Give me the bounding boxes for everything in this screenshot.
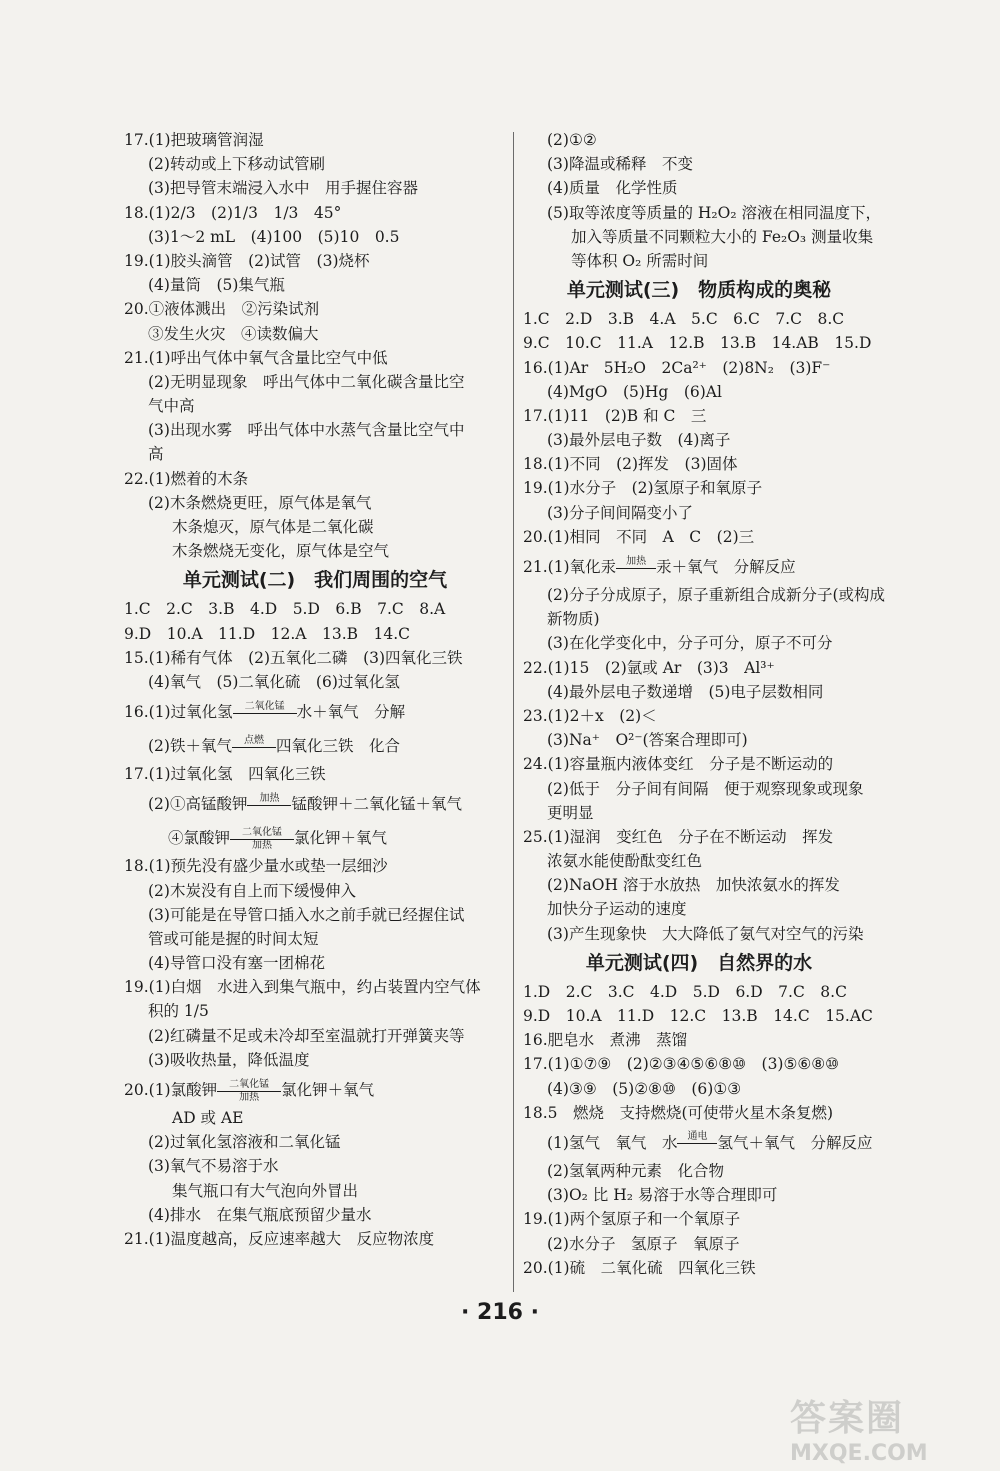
answer-line: (3)出现水雾 呼出气体中水蒸气含量比空气中 (148, 421, 465, 440)
reaction-condition: 加热 (239, 1091, 260, 1103)
reaction-condition: 加热 (252, 839, 273, 851)
answer-line: 气中高 (148, 397, 195, 416)
answer-line: (5)取等浓度等质量的 H₂O₂ 溶液在相同温度下， (547, 203, 881, 222)
answer-line: 22.(1)燃着的木条 (124, 469, 249, 488)
answer-line: 18.(1)预先没有盛少量水或垫一层细沙 (124, 857, 388, 876)
answer-line: 25.(1)湿润 变红色 分子在不断运动 挥发 (523, 827, 834, 846)
reaction-product: 氢气＋氧气 分解反应 (717, 1133, 873, 1152)
answer-line: 更明显 (547, 803, 594, 822)
answer-line: (2)木条燃烧更旺，原气体是氧气 (148, 493, 372, 512)
answer-line: 16.(1)Ar 5H₂O 2Ca²⁺ (2)8N₂ (3)F⁻ (523, 358, 831, 377)
reaction-line (523, 549, 875, 583)
answer-line: (3)最外层电子数 (4)离子 (547, 431, 731, 450)
answer-line: 9.D 10.A 11.D 12.C 13.B 14.C 15.AC (523, 1007, 873, 1025)
answer-line: 15.(1)稀有气体 (2)五氧化二磷 (3)四氧化三铁 (124, 648, 463, 667)
section-heading: 单元测试(四) 自然界的水 (585, 951, 813, 974)
answer-line: 17.(1)把玻璃管润湿 (124, 131, 264, 149)
reaction-condition: 二氧化锰 (244, 700, 285, 712)
reaction-arrow (677, 1132, 717, 1155)
answer-line: (3)把导管末端浸入水中 用手握住容器 (148, 179, 418, 198)
reaction-product: 氯化钾＋氧气 (281, 1081, 375, 1099)
answer-line: (4)最外层电子数递增 (5)电子层数相同 (547, 682, 824, 701)
answer-line: (3)在化学变化中，分子可分，原子不可分 (547, 634, 833, 653)
reaction-product: 氯化钾＋氧气 (294, 829, 388, 848)
answer-line: 18.5 燃烧 支持燃烧(可使带火星木条复燃) (523, 1103, 834, 1122)
watermark-logo: 答案圈 (790, 1398, 905, 1439)
answer-line: (3)降温或稀释 不变 (547, 155, 693, 174)
answer-line: (4)质量 化学性质 (547, 179, 678, 198)
answer-line: 24.(1)容量瓶内液体变红 分子是不断运动的 (523, 755, 834, 774)
answer-line: 17.(1)11 (2)B 和 C 三 (523, 406, 707, 425)
answer-line: 新物质) (547, 610, 600, 629)
reaction-condition: 点燃 (243, 734, 264, 746)
answer-line: (2)木炭没有自上而下缓慢伸入 (148, 881, 356, 900)
reaction-arrow (232, 736, 276, 759)
answer-line: 1.C 2.C 3.B 4.D 5.D 6.B 7.C 8.A (124, 600, 446, 619)
answer-line: ③发生火灾 ④读数偏大 (148, 324, 319, 343)
reaction-condition: 通电 (687, 1131, 708, 1143)
answer-line: 9.C 10.C 11.A 12.B 13.B 14.AB 15.D (523, 334, 872, 353)
answer-line: (4)量筒 (5)集气瓶 (148, 276, 285, 295)
right-column (523, 128, 886, 1280)
answer-line: (3)Na⁺ O²⁻(答案合理即可) (547, 731, 748, 750)
section-heading: 单元测试(三) 物质构成的奥秘 (566, 279, 832, 302)
reaction-reactant: 21.(1)氧化汞 (523, 558, 617, 576)
answer-line: 21.(1)呼出气体中氧气含量比空气中低 (124, 348, 388, 367)
answer-line: 20.(1)相同 不同 A C (2)三 (523, 527, 755, 546)
answer-line: 积的 1/5 (148, 1002, 209, 1021)
answer-line: 22.(1)15 (2)氩或 Ar (3)3 Al³⁺ (523, 658, 775, 677)
answer-line: (3)氧气不易溶于水 (148, 1157, 279, 1176)
answer-line: (2)红磷量不足或未冷却至室温就打开弹簧夹等 (148, 1026, 465, 1045)
answer-line: 加快分子运动的速度 (547, 900, 687, 919)
watermark (790, 1390, 980, 1466)
answer-line: 木条熄灭，原气体是二氧化碳 (172, 518, 374, 536)
answer-line: (2)过氧化氢溶液和二氧化锰 (148, 1133, 341, 1152)
answer-line: 19.(1)水分子 (2)氢原子和氧原子 (523, 479, 763, 498)
answer-line: (3)可能是在导管口插入水之前手就已经握住试 (148, 905, 465, 924)
answer-line: (4)③⑨ (5)②⑧⑩ (6)①③ (547, 1079, 742, 1098)
answer-line: 浓氨水能使酚酞变红色 (547, 852, 703, 871)
reaction-reactant: (2)①高锰酸钾 (148, 795, 248, 814)
answer-line: 等体积 O₂ 所需时间 (571, 251, 709, 270)
answer-line: (2)NaOH 溶于水放热 加快浓氨水的挥发 (547, 876, 840, 895)
reaction-arrow (230, 828, 294, 851)
reaction-line (124, 1072, 506, 1106)
answer-line: 17.(1)过氧化氢 四氧化三铁 (124, 765, 326, 784)
reaction-condition: 加热 (259, 792, 280, 804)
answer-line: (3)分子间间隔变小了 (547, 503, 693, 522)
reaction-condition: 二氧化锰 (242, 826, 283, 838)
answer-line: 18.(1)不同 (2)挥发 (3)固体 (523, 455, 738, 474)
watermark-site: MXQE.COM (790, 1441, 928, 1466)
answer-line: 18.(1)2/3 (2)1/3 1/3 45° (124, 203, 342, 222)
answer-line: (4)MgO (5)Hg (6)Al (547, 382, 722, 401)
answer-line: AD 或 AE (172, 1109, 244, 1127)
answer-line: 9.D 10.A 11.D 12.A 13.B 14.C (124, 624, 411, 643)
answer-line: (2)低于 分子间有间隔 便于观察现象或现象 (547, 779, 864, 798)
answer-line: (3)吸收热量，降低温度 (148, 1050, 310, 1069)
answer-line: (3)产生现象快 大大降低了氨气对空气的污染 (547, 924, 864, 943)
answer-line: 19.(1)胶头滴管 (2)试管 (3)烧杯 (124, 251, 370, 270)
answer-line: 高 (148, 445, 164, 464)
reaction-arrow (217, 1080, 281, 1103)
reaction-condition: 二氧化锰 (229, 1078, 270, 1090)
reaction-line (124, 820, 506, 854)
answer-line: (2)分子分成原子，原子重新组合成新分子(或构成 (547, 586, 886, 604)
reaction-reactant: 16.(1)过氧化氢 (124, 703, 233, 722)
reaction-product: 锰酸钾＋二氧化锰＋氧气 (291, 795, 462, 814)
answer-line: (2)水分子 氢原子 氧原子 (547, 1234, 740, 1253)
answer-line: (2)无明显现象 呼出气体中二氧化碳含量比空 (148, 372, 465, 391)
reaction-line (124, 694, 506, 728)
answer-line: 17.(1)①⑦⑨ (2)②③④⑤⑥⑧⑩ (3)⑤⑥⑧⑩ (523, 1055, 840, 1074)
answer-line: (3)O₂ 比 H₂ 易溶于水等合理即可 (547, 1186, 778, 1205)
reaction-line (124, 786, 506, 820)
section-heading: 单元测试(二) 我们周围的空气 (182, 569, 448, 592)
answer-line: (4)导管口没有塞一团棉花 (148, 954, 325, 973)
answer-line: 1.C 2.D 3.B 4.A 5.C 6.C 7.C 8.C (523, 310, 845, 329)
answer-line: 木条燃烧无变化，原气体是空气 (172, 542, 390, 561)
answer-line: (3)1～2 mL (4)100 (5)10 0.5 (148, 227, 400, 246)
reaction-product: 汞＋氧气 分解反应 (656, 558, 796, 576)
answer-line: (4)氧气 (5)二氧化硫 (6)过氧化氢 (148, 672, 400, 691)
answer-line: (2)①② (547, 131, 597, 149)
reaction-reactant: ④氯酸钾 (168, 829, 231, 848)
reaction-line (124, 728, 506, 762)
reaction-reactant: 20.(1)氯酸钾 (124, 1081, 218, 1099)
reaction-product: 水＋氧气 分解 (296, 703, 406, 722)
reaction-arrow (616, 557, 656, 580)
answer-line: 集气瓶口有大气泡向外冒出 (172, 1181, 359, 1200)
answer-line: 16.肥皂水 煮沸 蒸馏 (523, 1031, 688, 1050)
reaction-arrow (247, 794, 291, 817)
reaction-reactant: (1)氢气 氧气 水 (547, 1133, 678, 1152)
answer-line: (4)排水 在集气瓶底预留少量水 (148, 1205, 372, 1224)
answer-line: 管或可能是握的时间太短 (148, 929, 319, 948)
reaction-line (523, 1125, 875, 1159)
answer-line: 20.(1)硫 二氧化硫 四氧化三铁 (523, 1258, 756, 1277)
reaction-reactant: (2)铁＋氧气 (148, 737, 232, 756)
left-column (124, 128, 506, 1251)
answer-line: 23.(1)2＋x (2)＜ (523, 706, 657, 725)
answer-line: 19.(1)白烟 水进入到集气瓶中，约占装置内空气体 (124, 978, 481, 997)
answer-line: 加入等质量不同颗粒大小的 Fe₂O₃ 测量收集 (571, 227, 874, 246)
column-divider (513, 132, 514, 1292)
page-number: · 216 · (461, 1300, 539, 1325)
answer-line: 20.①液体溅出 ②污染试剂 (124, 300, 320, 319)
answer-line: (2)转动或上下移动试管刷 (148, 155, 325, 174)
answer-line: 19.(1)两个氢原子和一个氧原子 (523, 1210, 741, 1229)
reaction-condition: 加热 (626, 555, 647, 567)
reaction-product: 四氧化三铁 化合 (275, 737, 400, 756)
answer-line: 21.(1)温度越高，反应速率越大 反应物浓度 (124, 1229, 435, 1248)
answer-line: (2)氢氧两种元素 化合物 (547, 1161, 724, 1180)
answer-line: 1.D 2.C 3.C 4.D 5.D 6.D 7.C 8.C (523, 982, 847, 1001)
reaction-arrow (233, 702, 297, 725)
